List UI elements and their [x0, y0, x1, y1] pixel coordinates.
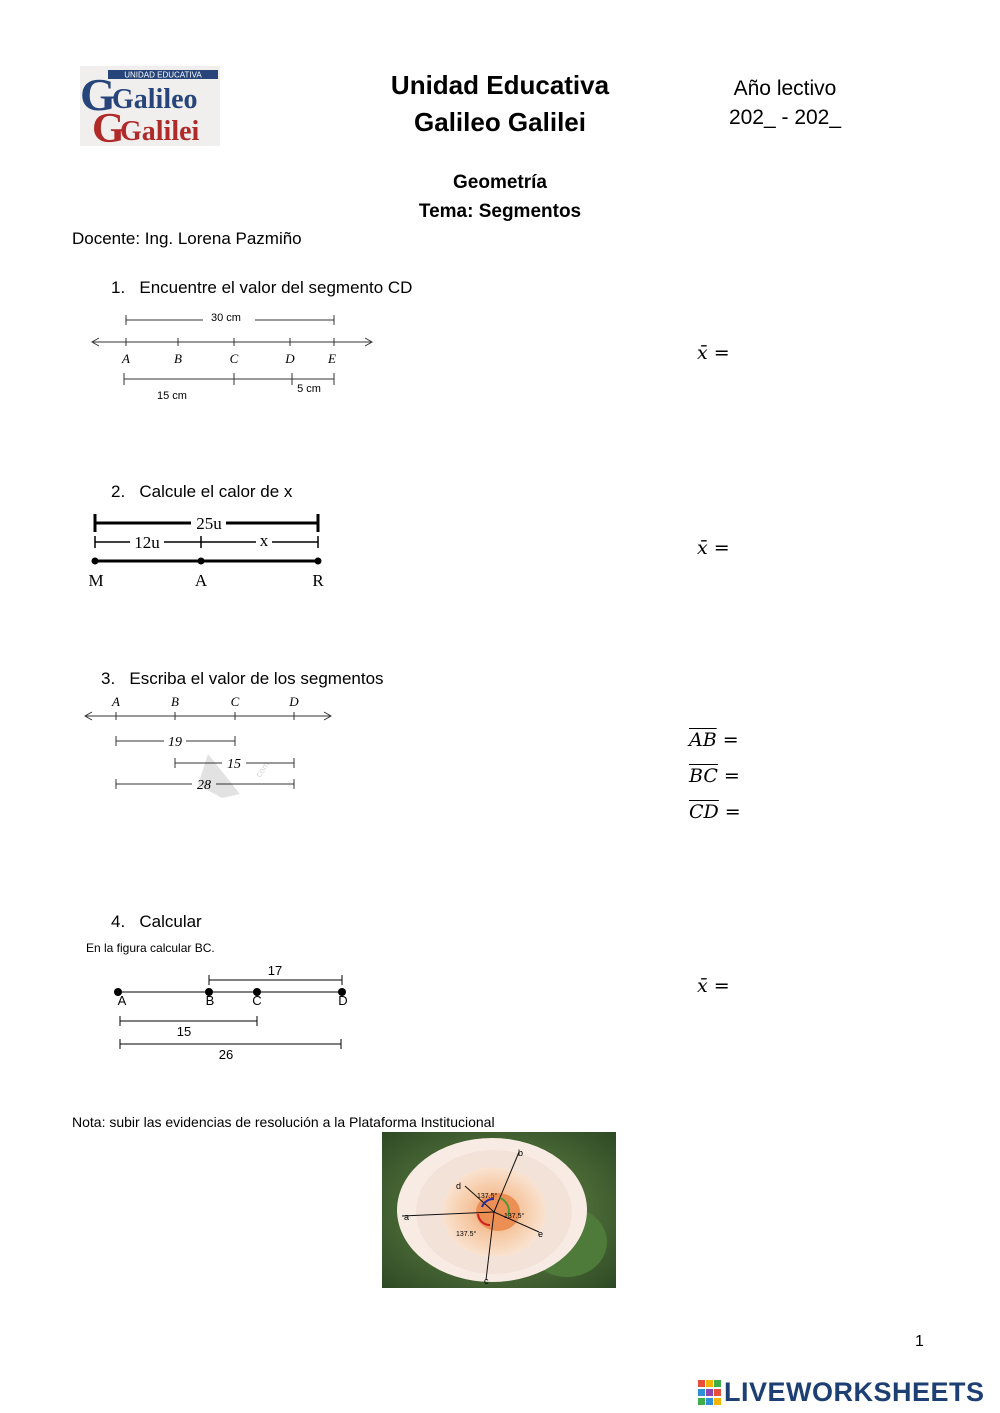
- q3-point-b: B: [171, 694, 179, 709]
- q1-point-e: E: [328, 351, 336, 366]
- answer-1-eq: =: [713, 342, 730, 364]
- svg-text:G: G: [92, 106, 125, 146]
- q2-point-r: R: [312, 571, 324, 590]
- figure-3: [80, 690, 350, 805]
- answer-2-var: x̄: [697, 537, 708, 559]
- rose-angle-1: 137.5°: [477, 1193, 498, 1200]
- footer-brand[interactable]: [698, 1377, 993, 1409]
- q1-bottom-right-measure: 5 cm: [297, 383, 321, 395]
- logo-top-text: UNIDAD EDUCATIVA: [124, 70, 202, 80]
- q4-point-c: C: [252, 993, 262, 1008]
- rose-angle-3: 137.5°: [456, 1231, 477, 1238]
- answer-4-eq: =: [713, 975, 730, 997]
- page-number: 1: [915, 1333, 924, 1350]
- answer-1-var: x̄: [697, 342, 708, 364]
- q1-point-c: C: [229, 351, 239, 366]
- answer-3-cd-eq: =: [724, 801, 741, 823]
- question-2-text: Calcule el calor de x: [139, 482, 293, 501]
- answer-3-cd[interactable]: [689, 801, 741, 823]
- subject-title: Geometría: [453, 172, 547, 193]
- figure-2: [80, 508, 340, 593]
- logo-graphic: [80, 66, 220, 146]
- answer-3-bc-eq: =: [723, 765, 740, 787]
- answer-3-cd-seg: $\overline{CD}$: [689, 801, 719, 823]
- answer-1[interactable]: [697, 342, 730, 364]
- q2-point-m: M: [88, 571, 104, 590]
- answer-2-eq: =: [713, 537, 730, 559]
- rose-label-c: c: [484, 1276, 489, 1286]
- q4-point-a: A: [117, 993, 127, 1008]
- q4-point-b: B: [205, 993, 215, 1008]
- topic-title: Tema: Segmentos: [418, 201, 582, 222]
- q1-point-b: B: [174, 351, 182, 366]
- rose-label-b: b: [518, 1148, 524, 1158]
- answer-3-bc-seg: $\overline{BC}$: [689, 765, 718, 787]
- school-logo: [80, 66, 220, 146]
- q3-point-c: C: [230, 694, 240, 709]
- q1-bottom-left-measure: 15 cm: [157, 390, 187, 402]
- question-4: [111, 912, 202, 932]
- figure-1: [85, 305, 385, 405]
- q4-measure-15: 15: [176, 1024, 192, 1039]
- answer-3-ab[interactable]: [689, 729, 739, 751]
- year-value: 202_ - 202_: [728, 106, 842, 129]
- question-1-text: Encuentre el valor del segmento CD: [139, 278, 413, 297]
- rose-label-d: d: [456, 1181, 462, 1191]
- rose-label-a: a: [404, 1212, 410, 1222]
- rose-angle-2: 137.5°: [504, 1213, 525, 1220]
- answer-3-ab-seg: $\overline{AB}$: [689, 729, 717, 751]
- answer-2[interactable]: [697, 537, 730, 559]
- q2-point-a: A: [194, 571, 208, 590]
- note-text: Nota: subir las evidencias de resolución a la Plataforma Institucional: [72, 1114, 495, 1130]
- teacher-name: Docente: Ing. Lorena Pazmiño: [72, 229, 302, 248]
- q4-caption: En la figura calcular BC.: [86, 941, 215, 955]
- rose-label-e: e: [538, 1229, 544, 1239]
- q3-measure-28: 28: [197, 778, 211, 793]
- q2-left: 12u: [134, 533, 160, 552]
- rose-image: [382, 1132, 616, 1288]
- svg-text:G: G: [80, 69, 116, 120]
- footer-brand-text: LIVEWORKSHEETS: [724, 1377, 985, 1407]
- question-4-number: 4.: [111, 912, 126, 931]
- figure-4: [82, 938, 372, 1068]
- liveworksheets-icon: [698, 1380, 722, 1406]
- answer-4-var: x̄: [697, 975, 708, 997]
- q4-measure-26: 26: [218, 1047, 234, 1062]
- question-4-text: Calcular: [139, 912, 202, 931]
- question-1-number: 1.: [111, 278, 126, 297]
- answer-3-bc[interactable]: [689, 765, 740, 787]
- answer-3-ab-eq: =: [722, 729, 739, 751]
- q2-right: x: [259, 531, 269, 550]
- question-2-number: 2.: [111, 482, 126, 501]
- q1-top-measure: 30 cm: [211, 312, 241, 324]
- question-3: [101, 669, 384, 689]
- q3-point-a: A: [112, 694, 120, 709]
- q3-measure-15: 15: [227, 757, 241, 772]
- q3-measure-19: 19: [168, 735, 182, 750]
- logo-line2: Galilei: [120, 116, 200, 146]
- q1-point-a: A: [122, 351, 130, 366]
- title-line2: Galileo Galilei: [414, 107, 586, 137]
- q4-measure-17: 17: [267, 963, 283, 978]
- question-2: [111, 482, 292, 502]
- question-1: [111, 278, 412, 298]
- logo-line1: Galileo: [112, 84, 198, 115]
- q3-point-d: D: [289, 694, 299, 709]
- answer-4[interactable]: [697, 975, 730, 997]
- title-line1: Unidad Educativa: [390, 70, 610, 100]
- q4-point-d: D: [338, 993, 348, 1008]
- year-label: Año lectivo: [733, 77, 837, 100]
- question-3-number: 3.: [101, 669, 116, 688]
- question-3-text: Escriba el valor de los segmentos: [129, 669, 384, 688]
- q3-watermark: com: [253, 759, 272, 780]
- q1-point-d: D: [285, 351, 295, 366]
- q2-total: 25u: [196, 514, 222, 533]
